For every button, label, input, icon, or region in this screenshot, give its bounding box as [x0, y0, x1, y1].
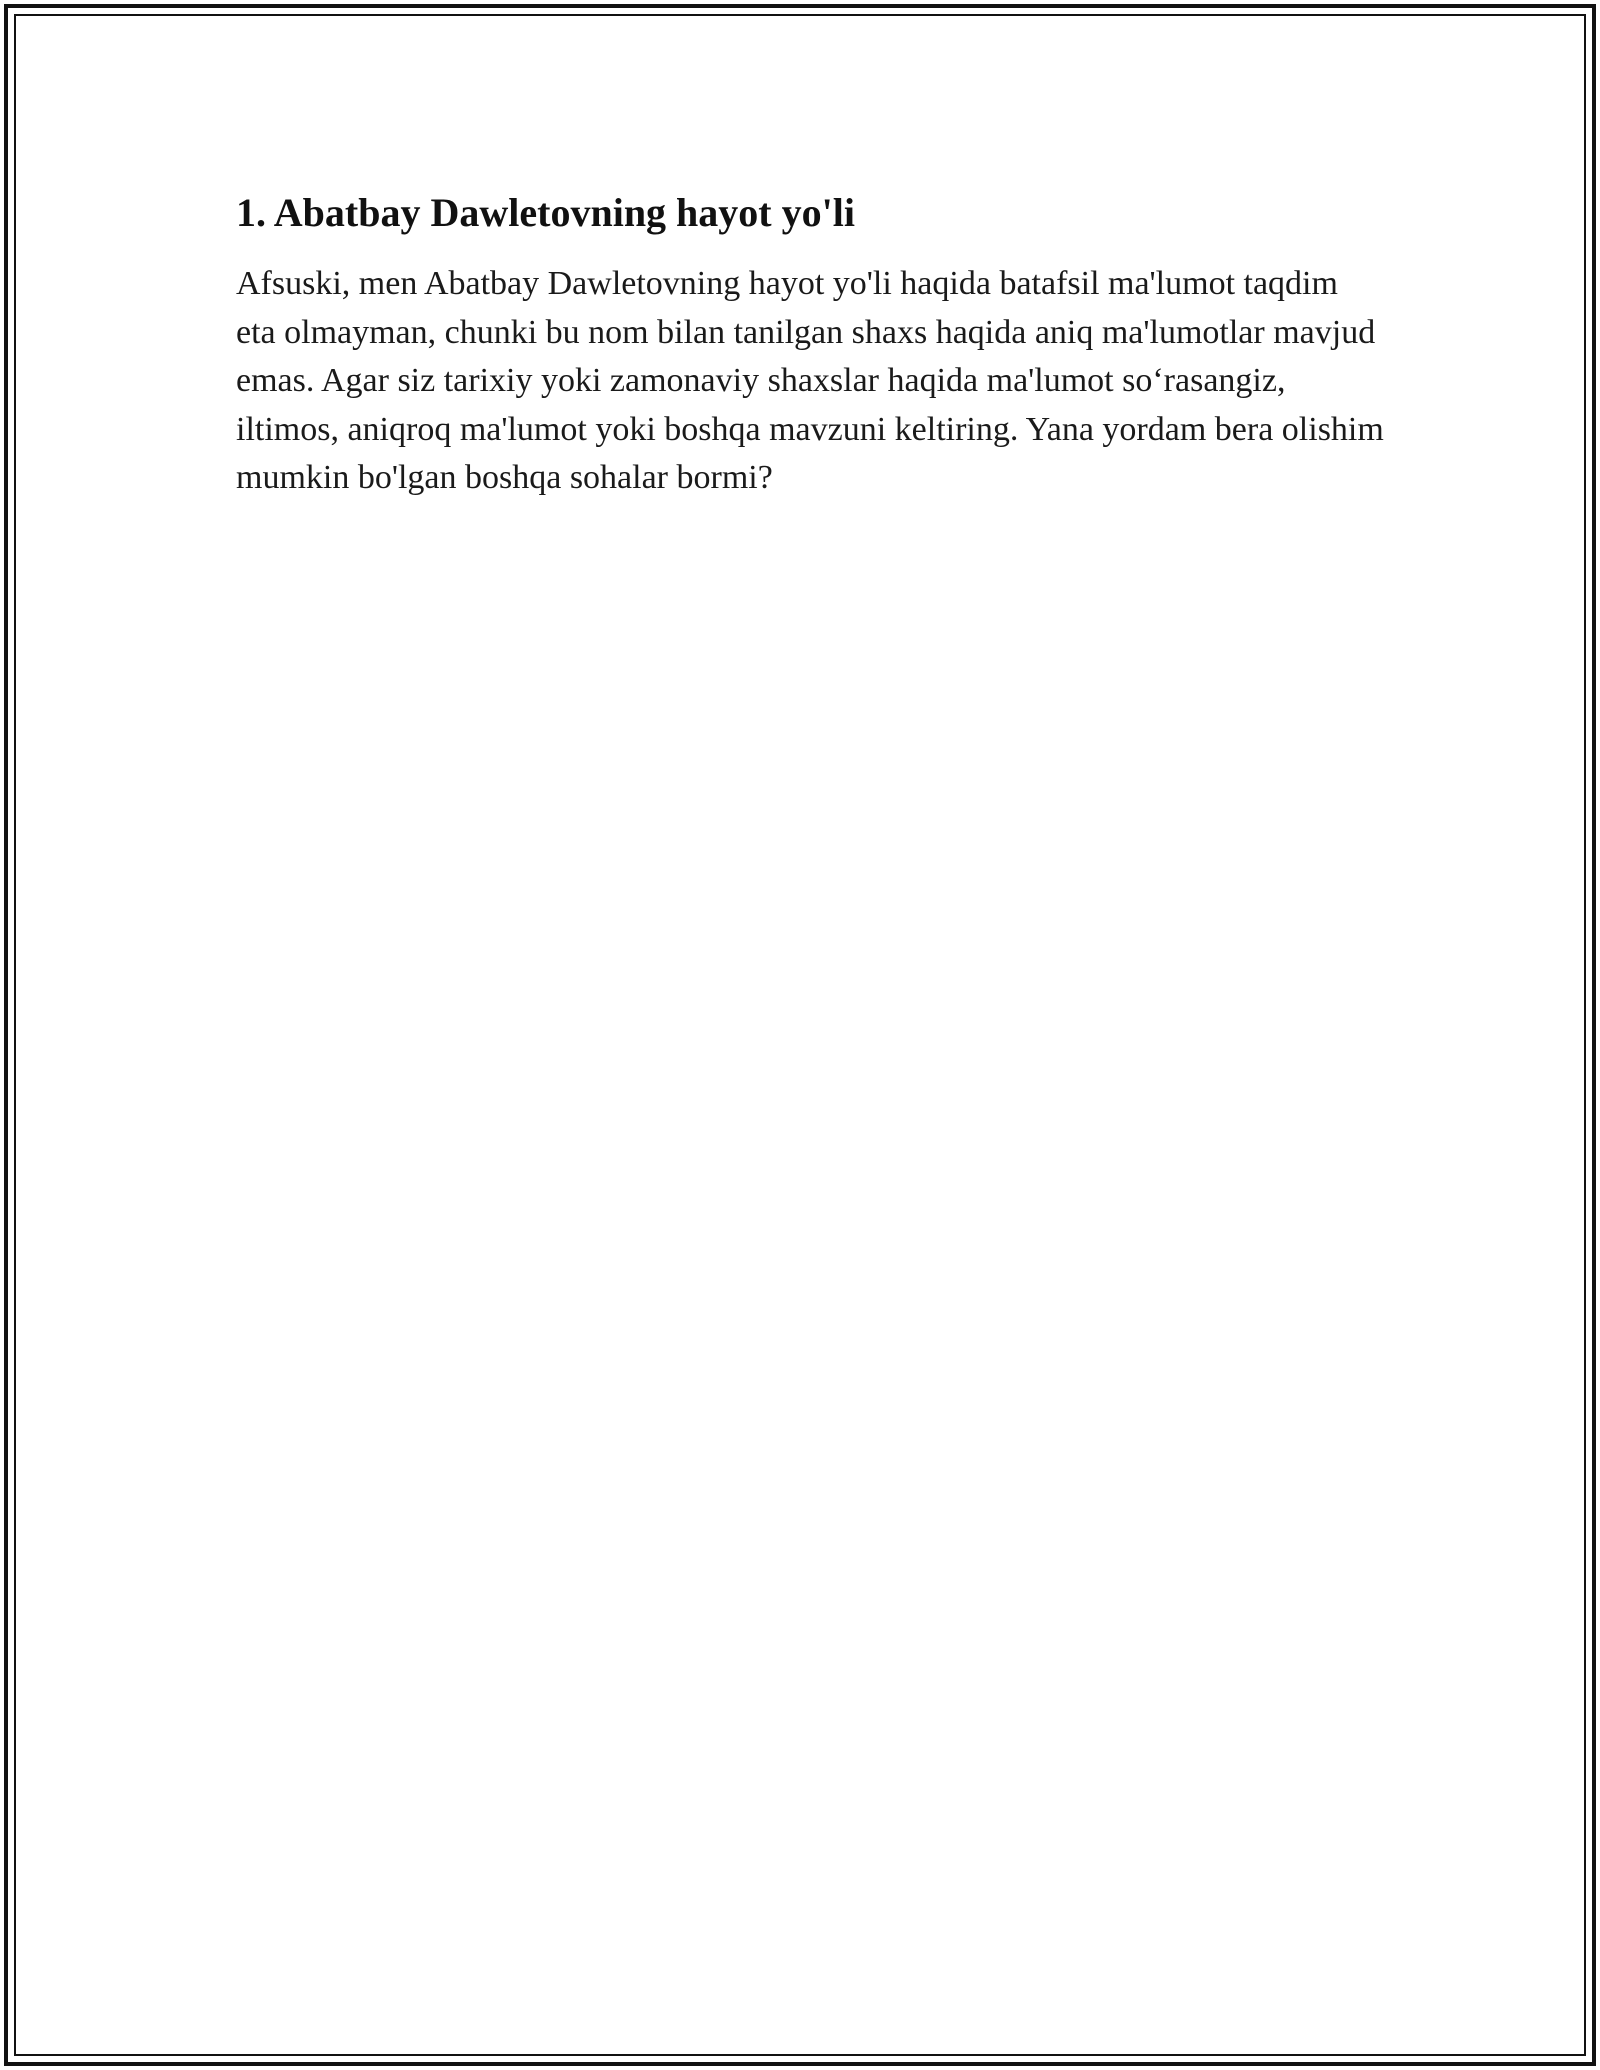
document-content: [236, 186, 1386, 503]
section-body-paragraph: Afsuski, men Abatbay Dawletovning hayot yo'li haqida batafsil ma'lumot taqdim eta olmayman, chunki bu nom bilan tanilgan shaxs haqida aniq ma'lumotlar mavjud emas. Agar siz tarixiy yoki zamonaviy shaxslar haqida ma'lumot so‘rasangiz, iltimos, aniqroq ma'lumot yoki boshqa mavzuni keltiring. Yana yordam bera olishim mumkin bo'lgan boshqa sohalar bormi?: [236, 265, 1384, 496]
section-heading: 1. Abatbay Dawletovning hayot yo'li: [236, 190, 855, 235]
